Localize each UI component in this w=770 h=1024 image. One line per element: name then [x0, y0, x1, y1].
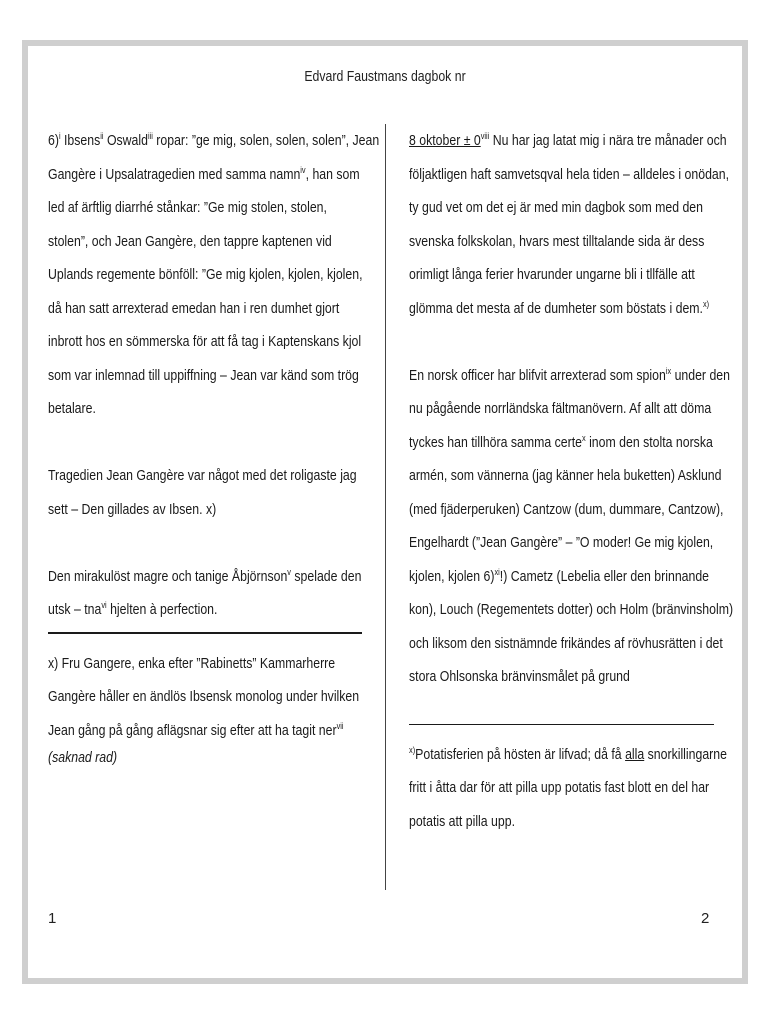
- page-number-right: 2: [701, 910, 710, 927]
- text-line: Engelhardt (”Jean Gangère” – ”O moder! Ge mig kjolen,: [409, 534, 714, 551]
- text-line: Den mirakulöst magre och tanige Åbjörnson$^v$ spelade den: [48, 566, 362, 585]
- footnote-line: Jean gång på gång aflägsnar sig efter att ha tagit ner$^{vii}$: [48, 720, 344, 739]
- text-line: Gangère i Upsalatragedien med samma namn$^{iv}$, han som: [48, 164, 360, 183]
- column-divider: [385, 124, 386, 890]
- footnote-line: $^{x)}$Potatisferien på hösten är lifvad; då få alla snorkillingarne: [409, 744, 727, 763]
- document-title: Edvard Faustmans dagbok nr: [304, 68, 466, 85]
- text-line: En norsk officer har blifvit arrexterad som spion$^{ix}$ under den: [409, 365, 730, 384]
- text-line: och liksom den sistnämnde frikändes af rövhusrätten i det: [409, 634, 723, 652]
- footnote-separator: [409, 724, 714, 725]
- footnote-line: fritt i åtta dar för att pilla upp potatis fast blott en del har: [409, 779, 710, 796]
- text-line: sett – Den gillades av Ibsen. x): [48, 500, 217, 518]
- text-line: som var inlemnad till uppiffning – Jean var känd som trög: [48, 366, 359, 384]
- text-line: då han satt arrexterad emedan han i ren dumhet gjort: [48, 299, 340, 317]
- text-line: led af ärftlig diarrhé stånkar: ”Ge mig stolen, stolen,: [48, 199, 327, 216]
- page-number-left: 1: [48, 910, 57, 927]
- footnote-line: x) Fru Gangere, enka efter ”Rabinetts” Kammarherre: [48, 654, 336, 672]
- footnote-line: (saknad rad): [48, 749, 118, 766]
- entry-date: 8 oktober ± 0: [409, 132, 481, 149]
- text-line: nu pågående norrländska fältmanövern. Af allt att döma: [409, 400, 712, 417]
- text-line: Uplands regemente bönföll: ”Ge mig kjolen, kjolen, kjolen,: [48, 266, 363, 283]
- text-line: utsk – tna$^{vi}$ hjelten à perfection.: [48, 600, 218, 618]
- text-line: Tragedien Jean Gangère var något med det roligaste jag: [48, 467, 357, 484]
- text-line: kon), Louch (Regementets dotter) och Holm (bränvinsholm): [409, 601, 734, 618]
- footnote-line: Gangère håller en ändlös Ibsensk monolog under hvilken: [48, 688, 360, 705]
- text-line: armén, som vännerna (jag känner hela buketten) Asklund: [409, 467, 722, 484]
- text-line: kjolen, kjolen 6)$^{xi}$!) Cametz (Lebelia eller den brinnande: [409, 566, 710, 585]
- text-line: stolen”, och Jean Gangère, den tappre kaptenen vid: [48, 232, 332, 250]
- text-line: följaktligen haft samvetsqval hela tiden – alldeles i onödan,: [409, 165, 730, 183]
- footnote-line: potatis att pilla upp.: [409, 812, 515, 830]
- text-line: (med fjäderperuken) Cantzow (dum, dummare, Cantzow),: [409, 500, 724, 518]
- text-line: glömma det mesta af de dumheter som böstats i dem.$^{x)}$: [409, 298, 710, 317]
- text-line: tyckes han tillhöra samma certe$^x$ inom den stolta norska: [409, 432, 713, 451]
- text-line: 8 oktober ± $0^{viii}$ Nu har jag latat mig i nära tre månader och: [409, 131, 727, 149]
- text-line: inbrott hos en sömmerska för att få tag i Kaptenskans kjol: [48, 333, 362, 350]
- left-column: [48, 124, 379, 769]
- text-line: stora Ohlsonska bränvinsmålet på grund: [409, 668, 630, 685]
- text-line: orimligt långa ferier hvarunder ungarne bli i tllfälle att: [409, 266, 695, 283]
- text-line: 6)$^i$ Ibsens$^{ii}$ Oswald$^{iii}$ ropar: ”ge mig, solen, solen, solen”, Jean: [48, 131, 380, 149]
- text-line: betalare.: [48, 400, 96, 417]
- footnote-separator: [48, 632, 362, 634]
- text-line: svenska folkskolan, hvars mest tilltalande sida är dess: [409, 232, 705, 250]
- text-line: ty gud vet om det ej är med min dagbok som med den: [409, 199, 703, 216]
- right-column: [409, 124, 733, 838]
